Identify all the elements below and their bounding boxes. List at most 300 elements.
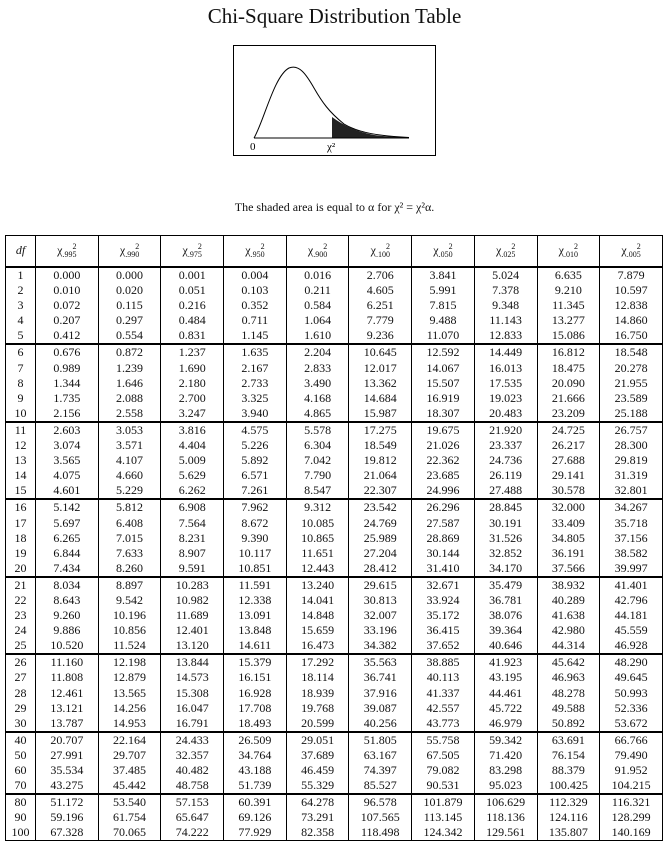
value-cell: 6.262 <box>161 483 224 499</box>
alpha-value: .050 <box>438 250 453 260</box>
alpha-value: .990 <box>125 250 140 260</box>
value-cell: 37.916 <box>349 686 412 701</box>
value-cell: 7.261 <box>224 483 287 499</box>
df-cell: 21 <box>6 577 36 593</box>
value-cell: 30.813 <box>349 593 412 608</box>
value-cell: 10.851 <box>224 561 287 577</box>
value-cell: 50.892 <box>537 716 600 732</box>
value-cell: 28.300 <box>600 438 663 453</box>
value-cell: 0.412 <box>36 328 99 344</box>
table-row <box>6 825 663 841</box>
value-cell: 0.072 <box>36 298 99 313</box>
value-cell: 7.879 <box>600 267 663 283</box>
value-cell: 28.869 <box>412 531 475 546</box>
df-cell: 7 <box>6 361 36 376</box>
value-cell: 34.267 <box>600 499 663 515</box>
chi-square-table <box>5 235 663 841</box>
value-cell: 11.070 <box>412 328 475 344</box>
value-cell: 7.042 <box>286 453 349 468</box>
value-cell: 10.283 <box>161 577 224 593</box>
value-cell: 1.735 <box>36 391 99 406</box>
df-cell: 1 <box>6 267 36 283</box>
value-cell: 45.559 <box>600 623 663 638</box>
value-cell: 24.736 <box>474 453 537 468</box>
value-cell: 9.236 <box>349 328 412 344</box>
value-cell: 9.348 <box>474 298 537 313</box>
value-cell: 39.364 <box>474 623 537 638</box>
value-cell: 59.196 <box>36 810 99 825</box>
value-cell: 40.482 <box>161 763 224 778</box>
value-cell: 1.690 <box>161 361 224 376</box>
value-cell: 40.646 <box>474 638 537 654</box>
alpha-header: $\chi_{.950}^2$ <box>224 236 287 268</box>
table-row <box>6 701 663 716</box>
value-cell: 30.191 <box>474 516 537 531</box>
value-cell: 10.982 <box>161 593 224 608</box>
table-row <box>6 361 663 376</box>
value-cell: 4.575 <box>224 422 287 438</box>
value-cell: 42.557 <box>412 701 475 716</box>
value-cell: 37.485 <box>98 763 161 778</box>
table-row <box>6 670 663 685</box>
df-cell: 12 <box>6 438 36 453</box>
value-cell: 45.722 <box>474 701 537 716</box>
table-row <box>6 283 663 298</box>
value-cell: 23.542 <box>349 499 412 515</box>
table-header-row <box>6 236 663 268</box>
value-cell: 16.013 <box>474 361 537 376</box>
value-cell: 12.838 <box>600 298 663 313</box>
value-cell: 27.488 <box>474 483 537 499</box>
value-cell: 19.768 <box>286 701 349 716</box>
df-cell: 4 <box>6 313 36 328</box>
value-cell: 35.534 <box>36 763 99 778</box>
df-cell: 30 <box>6 716 36 732</box>
value-cell: 7.564 <box>161 516 224 531</box>
value-cell: 19.023 <box>474 391 537 406</box>
value-cell: 10.117 <box>224 546 287 561</box>
value-cell: 46.963 <box>537 670 600 685</box>
value-cell: 2.558 <box>98 406 161 422</box>
value-cell: 13.787 <box>36 716 99 732</box>
value-cell: 39.997 <box>600 561 663 577</box>
value-cell: 37.689 <box>286 748 349 763</box>
value-cell: 1.646 <box>98 376 161 391</box>
value-cell: 13.565 <box>98 686 161 701</box>
value-cell: 42.796 <box>600 593 663 608</box>
value-cell: 33.409 <box>537 516 600 531</box>
value-cell: 35.172 <box>412 608 475 623</box>
value-cell: 34.382 <box>349 638 412 654</box>
value-cell: 24.769 <box>349 516 412 531</box>
df-cell: 26 <box>6 654 36 670</box>
value-cell: 18.939 <box>286 686 349 701</box>
value-cell: 0.554 <box>98 328 161 344</box>
df-cell: 70 <box>6 778 36 794</box>
table-row <box>6 686 663 701</box>
value-cell: 12.461 <box>36 686 99 701</box>
table-row <box>6 577 663 593</box>
value-cell: 6.265 <box>36 531 99 546</box>
value-cell: 10.196 <box>98 608 161 623</box>
value-cell: 2.700 <box>161 391 224 406</box>
value-cell: 13.120 <box>161 638 224 654</box>
alpha-value: .995 <box>62 250 77 260</box>
value-cell: 0.004 <box>224 267 287 283</box>
value-cell: 60.391 <box>224 794 287 810</box>
value-cell: 27.587 <box>412 516 475 531</box>
value-cell: 16.928 <box>224 686 287 701</box>
value-cell: 5.892 <box>224 453 287 468</box>
value-cell: 30.144 <box>412 546 475 561</box>
value-cell: 14.953 <box>98 716 161 732</box>
value-cell: 13.848 <box>224 623 287 638</box>
value-cell: 4.404 <box>161 438 224 453</box>
value-cell: 15.086 <box>537 328 600 344</box>
value-cell: 10.085 <box>286 516 349 531</box>
df-cell: 23 <box>6 608 36 623</box>
alpha-value: .900 <box>313 250 328 260</box>
value-cell: 1.237 <box>161 344 224 360</box>
value-cell: 27.991 <box>36 748 99 763</box>
page-title: Chi-Square Distribution Table <box>207 4 462 28</box>
table-row <box>6 654 663 670</box>
value-cell: 113.145 <box>412 810 475 825</box>
value-cell: 17.292 <box>286 654 349 670</box>
value-cell: 33.924 <box>412 593 475 608</box>
value-cell: 43.773 <box>412 716 475 732</box>
value-cell: 14.256 <box>98 701 161 716</box>
value-cell: 19.812 <box>349 453 412 468</box>
value-cell: 79.490 <box>600 748 663 763</box>
value-cell: 13.091 <box>224 608 287 623</box>
table-row <box>6 732 663 748</box>
value-cell: 18.493 <box>224 716 287 732</box>
value-cell: 76.154 <box>537 748 600 763</box>
value-cell: 124.342 <box>412 825 475 841</box>
value-cell: 10.856 <box>98 623 161 638</box>
value-cell: 30.578 <box>537 483 600 499</box>
value-cell: 3.571 <box>98 438 161 453</box>
value-cell: 0.001 <box>161 267 224 283</box>
value-cell: 17.275 <box>349 422 412 438</box>
value-cell: 0.711 <box>224 313 287 328</box>
density-curve <box>254 67 409 138</box>
value-cell: 7.434 <box>36 561 99 577</box>
value-cell: 3.565 <box>36 453 99 468</box>
value-cell: 0.000 <box>98 267 161 283</box>
value-cell: 40.113 <box>412 670 475 685</box>
value-cell: 7.962 <box>224 499 287 515</box>
value-cell: 9.210 <box>537 283 600 298</box>
value-cell: 8.672 <box>224 516 287 531</box>
value-cell: 7.015 <box>98 531 161 546</box>
value-cell: 14.611 <box>224 638 287 654</box>
value-cell: 12.198 <box>98 654 161 670</box>
value-cell: 37.566 <box>537 561 600 577</box>
value-cell: 2.204 <box>286 344 349 360</box>
value-cell: 43.188 <box>224 763 287 778</box>
value-cell: 16.047 <box>161 701 224 716</box>
value-cell: 8.643 <box>36 593 99 608</box>
value-cell: 0.103 <box>224 283 287 298</box>
alpha-value: .100 <box>375 250 390 260</box>
value-cell: 2.156 <box>36 406 99 422</box>
distribution-figure <box>233 45 436 156</box>
value-cell: 0.676 <box>36 344 99 360</box>
table-row <box>6 716 663 732</box>
value-cell: 28.412 <box>349 561 412 577</box>
table-row <box>6 593 663 608</box>
value-cell: 8.231 <box>161 531 224 546</box>
value-cell: 5.578 <box>286 422 349 438</box>
value-cell: 116.321 <box>600 794 663 810</box>
value-cell: 9.591 <box>161 561 224 577</box>
value-cell: 6.844 <box>36 546 99 561</box>
table-row <box>6 748 663 763</box>
value-cell: 10.520 <box>36 638 99 654</box>
df-cell: 8 <box>6 376 36 391</box>
value-cell: 0.584 <box>286 298 349 313</box>
value-cell: 3.940 <box>224 406 287 422</box>
value-cell: 0.216 <box>161 298 224 313</box>
df-header: df <box>6 236 36 268</box>
value-cell: 5.229 <box>98 483 161 499</box>
value-cell: 45.442 <box>98 778 161 794</box>
value-cell: 32.000 <box>537 499 600 515</box>
df-cell: 90 <box>6 810 36 825</box>
value-cell: 8.897 <box>98 577 161 593</box>
value-cell: 11.591 <box>224 577 287 593</box>
value-cell: 17.535 <box>474 376 537 391</box>
value-cell: 21.920 <box>474 422 537 438</box>
value-cell: 14.041 <box>286 593 349 608</box>
table-row <box>6 546 663 561</box>
value-cell: 7.633 <box>98 546 161 561</box>
value-cell: 14.848 <box>286 608 349 623</box>
value-cell: 32.357 <box>161 748 224 763</box>
value-cell: 21.666 <box>537 391 600 406</box>
value-cell: 3.074 <box>36 438 99 453</box>
value-cell: 46.928 <box>600 638 663 654</box>
value-cell: 13.121 <box>36 701 99 716</box>
value-cell: 26.119 <box>474 468 537 483</box>
value-cell: 41.337 <box>412 686 475 701</box>
value-cell: 0.000 <box>36 267 99 283</box>
table-row <box>6 328 663 344</box>
value-cell: 9.488 <box>412 313 475 328</box>
value-cell: 32.801 <box>600 483 663 499</box>
value-cell: 32.671 <box>412 577 475 593</box>
value-cell: 22.362 <box>412 453 475 468</box>
value-cell: 11.651 <box>286 546 349 561</box>
value-cell: 3.325 <box>224 391 287 406</box>
table-row <box>6 376 663 391</box>
figure-caption: The shaded area is equal to α for χ² = χ²α. <box>234 200 435 214</box>
value-cell: 23.685 <box>412 468 475 483</box>
df-cell: 9 <box>6 391 36 406</box>
alpha-header: $\chi_{.100}^2$ <box>349 236 412 268</box>
value-cell: 88.379 <box>537 763 600 778</box>
value-cell: 57.153 <box>161 794 224 810</box>
value-cell: 5.142 <box>36 499 99 515</box>
value-cell: 24.433 <box>161 732 224 748</box>
value-cell: 7.779 <box>349 313 412 328</box>
value-cell: 38.885 <box>412 654 475 670</box>
value-cell: 91.952 <box>600 763 663 778</box>
value-cell: 59.342 <box>474 732 537 748</box>
value-cell: 20.599 <box>286 716 349 732</box>
value-cell: 26.217 <box>537 438 600 453</box>
value-cell: 44.461 <box>474 686 537 701</box>
df-cell: 14 <box>6 468 36 483</box>
value-cell: 24.996 <box>412 483 475 499</box>
value-cell: 4.660 <box>98 468 161 483</box>
df-cell: 10 <box>6 406 36 422</box>
value-cell: 48.278 <box>537 686 600 701</box>
value-cell: 21.064 <box>349 468 412 483</box>
value-cell: 36.415 <box>412 623 475 638</box>
value-cell: 85.527 <box>349 778 412 794</box>
df-cell: 17 <box>6 516 36 531</box>
value-cell: 29.141 <box>537 468 600 483</box>
value-cell: 1.064 <box>286 313 349 328</box>
value-cell: 5.009 <box>161 453 224 468</box>
value-cell: 14.860 <box>600 313 663 328</box>
value-cell: 4.168 <box>286 391 349 406</box>
table-row <box>6 298 663 313</box>
value-cell: 51.739 <box>224 778 287 794</box>
value-cell: 0.872 <box>98 344 161 360</box>
axis-zero-label: 0 <box>250 141 256 153</box>
value-cell: 135.807 <box>537 825 600 841</box>
value-cell: 44.181 <box>600 608 663 623</box>
value-cell: 38.932 <box>537 577 600 593</box>
value-cell: 3.816 <box>161 422 224 438</box>
value-cell: 0.297 <box>98 313 161 328</box>
value-cell: 44.314 <box>537 638 600 654</box>
value-cell: 0.831 <box>161 328 224 344</box>
value-cell: 5.024 <box>474 267 537 283</box>
value-cell: 0.020 <box>98 283 161 298</box>
value-cell: 0.010 <box>36 283 99 298</box>
value-cell: 3.841 <box>412 267 475 283</box>
df-cell: 60 <box>6 763 36 778</box>
value-cell: 9.886 <box>36 623 99 638</box>
value-cell: 9.260 <box>36 608 99 623</box>
value-cell: 0.484 <box>161 313 224 328</box>
value-cell: 140.169 <box>600 825 663 841</box>
alpha-header: $\chi_{.010}^2$ <box>537 236 600 268</box>
value-cell: 1.239 <box>98 361 161 376</box>
value-cell: 11.345 <box>537 298 600 313</box>
value-cell: 3.247 <box>161 406 224 422</box>
alpha-value: .025 <box>501 250 516 260</box>
value-cell: 34.805 <box>537 531 600 546</box>
value-cell: 66.766 <box>600 732 663 748</box>
value-cell: 12.017 <box>349 361 412 376</box>
value-cell: 65.647 <box>161 810 224 825</box>
value-cell: 53.540 <box>98 794 161 810</box>
value-cell: 11.808 <box>36 670 99 685</box>
value-cell: 79.082 <box>412 763 475 778</box>
value-cell: 5.812 <box>98 499 161 515</box>
value-cell: 31.410 <box>412 561 475 577</box>
value-cell: 12.443 <box>286 561 349 577</box>
value-cell: 9.390 <box>224 531 287 546</box>
value-cell: 16.151 <box>224 670 287 685</box>
table-row <box>6 483 663 499</box>
value-cell: 16.791 <box>161 716 224 732</box>
value-cell: 2.180 <box>161 376 224 391</box>
df-cell: 40 <box>6 732 36 748</box>
value-cell: 15.308 <box>161 686 224 701</box>
df-cell: 19 <box>6 546 36 561</box>
value-cell: 4.107 <box>98 453 161 468</box>
value-cell: 2.603 <box>36 422 99 438</box>
value-cell: 11.689 <box>161 608 224 623</box>
value-cell: 40.256 <box>349 716 412 732</box>
df-cell: 11 <box>6 422 36 438</box>
value-cell: 51.805 <box>349 732 412 748</box>
value-cell: 124.116 <box>537 810 600 825</box>
value-cell: 8.547 <box>286 483 349 499</box>
value-cell: 1.145 <box>224 328 287 344</box>
value-cell: 6.251 <box>349 298 412 313</box>
table-row <box>6 763 663 778</box>
value-cell: 13.240 <box>286 577 349 593</box>
value-cell: 31.319 <box>600 468 663 483</box>
value-cell: 77.929 <box>224 825 287 841</box>
value-cell: 55.758 <box>412 732 475 748</box>
value-cell: 118.136 <box>474 810 537 825</box>
value-cell: 96.578 <box>349 794 412 810</box>
df-cell: 22 <box>6 593 36 608</box>
value-cell: 112.329 <box>537 794 600 810</box>
df-cell: 29 <box>6 701 36 716</box>
value-cell: 18.549 <box>349 438 412 453</box>
value-cell: 18.114 <box>286 670 349 685</box>
table-row <box>6 531 663 546</box>
alpha-header: $\chi_{.900}^2$ <box>286 236 349 268</box>
value-cell: 20.483 <box>474 406 537 422</box>
value-cell: 18.548 <box>600 344 663 360</box>
value-cell: 29.051 <box>286 732 349 748</box>
value-cell: 35.563 <box>349 654 412 670</box>
table-row <box>6 623 663 638</box>
value-cell: 0.989 <box>36 361 99 376</box>
value-cell: 48.290 <box>600 654 663 670</box>
value-cell: 1.610 <box>286 328 349 344</box>
value-cell: 10.865 <box>286 531 349 546</box>
value-cell: 33.196 <box>349 623 412 638</box>
value-cell: 0.115 <box>98 298 161 313</box>
table-row <box>6 794 663 810</box>
value-cell: 46.979 <box>474 716 537 732</box>
value-cell: 13.277 <box>537 313 600 328</box>
value-cell: 11.160 <box>36 654 99 670</box>
value-cell: 16.473 <box>286 638 349 654</box>
value-cell: 26.757 <box>600 422 663 438</box>
value-cell: 83.298 <box>474 763 537 778</box>
value-cell: 0.211 <box>286 283 349 298</box>
value-cell: 38.076 <box>474 608 537 623</box>
value-cell: 20.278 <box>600 361 663 376</box>
value-cell: 5.629 <box>161 468 224 483</box>
table-row <box>6 438 663 453</box>
df-cell: 3 <box>6 298 36 313</box>
value-cell: 67.328 <box>36 825 99 841</box>
